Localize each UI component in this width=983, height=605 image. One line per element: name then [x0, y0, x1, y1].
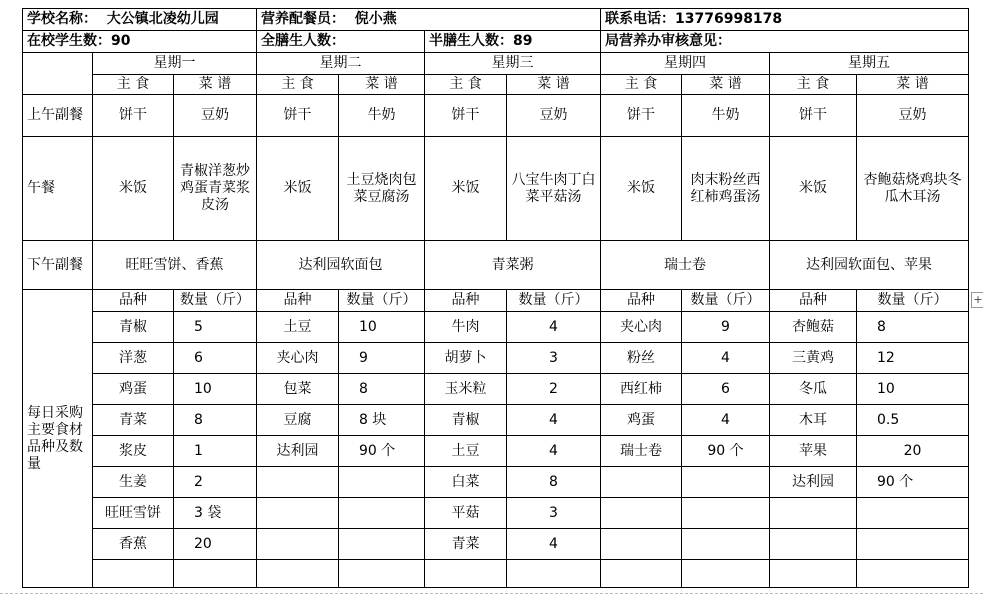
- item-kind: 青菜: [93, 405, 174, 436]
- page-guide-line: [0, 593, 983, 605]
- item-kind: [601, 529, 682, 560]
- item-qty: 90 个: [682, 436, 770, 467]
- half-meal-cell: [425, 31, 601, 53]
- day-thu: 星期四: [601, 53, 770, 75]
- item-kind: 胡萝卜: [425, 343, 507, 374]
- item-qty: 20: [174, 529, 257, 560]
- item-kind: 平菇: [425, 498, 507, 529]
- staple-header: 主 食: [93, 75, 174, 95]
- item-qty: 4: [507, 312, 601, 343]
- school-cell: [23, 9, 257, 31]
- item-qty: [339, 467, 425, 498]
- item-kind: 牛肉: [425, 312, 507, 343]
- qty-header: 数量（斤）: [857, 290, 969, 312]
- day-tue: 星期二: [257, 53, 425, 75]
- item-kind: 包菜: [257, 374, 339, 405]
- lunch-staple: 米饭: [601, 137, 682, 241]
- item-qty: 90 个: [339, 436, 425, 467]
- item-kind: [257, 560, 339, 588]
- item-kind: [257, 529, 339, 560]
- day-wed: 星期三: [425, 53, 601, 75]
- item-qty: 8: [857, 312, 969, 343]
- item-qty: 10: [339, 312, 425, 343]
- corner-cell: [23, 53, 93, 95]
- item-qty: 4: [507, 436, 601, 467]
- nutrition-label: 营养配餐员：: [261, 11, 345, 27]
- lunch-staple: 米饭: [425, 137, 507, 241]
- item-kind: [770, 498, 857, 529]
- item-qty: 5: [174, 312, 257, 343]
- nutrition-name: 倪小燕: [354, 11, 397, 27]
- lunch-menu: 杏鲍菇烧鸡块冬瓜木耳汤: [857, 137, 969, 241]
- phone-cell: [601, 9, 969, 31]
- item-qty: [682, 529, 770, 560]
- menu-header: 菜 谱: [339, 75, 425, 95]
- qty-header: 数量（斤）: [682, 290, 770, 312]
- table-add-handle-icon[interactable]: +: [971, 292, 983, 308]
- purchase-row: [23, 560, 969, 588]
- bureau-cell: [601, 31, 969, 53]
- morning-staple: 饼干: [770, 95, 857, 137]
- menu-header: 菜 谱: [174, 75, 257, 95]
- afternoon-label: 下午副餐: [23, 241, 93, 290]
- morning-menu: 牛奶: [339, 95, 425, 137]
- qty-header: 数量（斤）: [339, 290, 425, 312]
- item-qty: 4: [682, 343, 770, 374]
- school-name: 大公镇北凌幼儿园: [106, 11, 219, 27]
- item-kind: 粉丝: [601, 343, 682, 374]
- item-qty: [174, 560, 257, 588]
- lunch-menu: 肉末粉丝西红柿鸡蛋汤: [682, 137, 770, 241]
- qty-header: 数量（斤）: [174, 290, 257, 312]
- purchase-row: [23, 498, 969, 529]
- item-kind: 生姜: [93, 467, 174, 498]
- item-kind: [425, 560, 507, 588]
- item-qty: 2: [507, 374, 601, 405]
- item-kind: [601, 498, 682, 529]
- item-qty: 9: [339, 343, 425, 374]
- day-mon: 星期一: [93, 53, 257, 75]
- menu-header: 菜 谱: [682, 75, 770, 95]
- item-kind: 木耳: [770, 405, 857, 436]
- item-kind: 冬瓜: [770, 374, 857, 405]
- item-qty: 10: [857, 374, 969, 405]
- menu-header: 菜 谱: [857, 75, 969, 95]
- lunch-staple: 米饭: [257, 137, 339, 241]
- item-qty: [682, 498, 770, 529]
- purchase-row: [23, 343, 969, 374]
- lunch-menu: 八宝牛肉丁白菜平菇汤: [507, 137, 601, 241]
- kind-header: 品种: [93, 290, 174, 312]
- purchase-row: [23, 312, 969, 343]
- half-meal-label: 半膳生人数：: [429, 33, 513, 49]
- lunch-staple: 米饭: [93, 137, 174, 241]
- day-fri: 星期五: [770, 53, 969, 75]
- kind-header: 品种: [257, 290, 339, 312]
- purchase-row: [23, 467, 969, 498]
- item-kind: 青椒: [425, 405, 507, 436]
- item-qty: [857, 560, 969, 588]
- item-qty: 0.5: [857, 405, 969, 436]
- item-qty: 2: [174, 467, 257, 498]
- item-kind: 洋葱: [93, 343, 174, 374]
- item-kind: [601, 560, 682, 588]
- morning-staple: 饼干: [601, 95, 682, 137]
- purchase-header-row: [23, 290, 969, 312]
- item-kind: 杏鲍菇: [770, 312, 857, 343]
- half-meal-value: 89: [513, 33, 533, 49]
- purchase-row: [23, 374, 969, 405]
- item-qty: 4: [507, 529, 601, 560]
- header-row-1: [23, 9, 969, 31]
- item-kind: 夹心肉: [601, 312, 682, 343]
- item-kind: [601, 467, 682, 498]
- item-kind: 鸡蛋: [601, 405, 682, 436]
- item-kind: 苹果: [770, 436, 857, 467]
- item-qty: 6: [174, 343, 257, 374]
- item-qty: 3: [507, 343, 601, 374]
- afternoon-item-thu: 瑞士卷: [601, 241, 770, 290]
- item-kind: 瑞士卷: [601, 436, 682, 467]
- item-qty: 90 个: [857, 467, 969, 498]
- morning-menu: 豆奶: [507, 95, 601, 137]
- item-kind: 土豆: [425, 436, 507, 467]
- item-qty: [339, 498, 425, 529]
- morning-menu: 豆奶: [857, 95, 969, 137]
- item-qty: [682, 467, 770, 498]
- staple-header: 主 食: [601, 75, 682, 95]
- lunch-row: [23, 137, 969, 241]
- item-kind: 西红柿: [601, 374, 682, 405]
- item-kind: 土豆: [257, 312, 339, 343]
- item-qty: 4: [682, 405, 770, 436]
- students-cell: [23, 31, 257, 53]
- item-qty: [339, 560, 425, 588]
- morning-row: [23, 95, 969, 137]
- item-qty: 4: [507, 405, 601, 436]
- item-kind: 夹心肉: [257, 343, 339, 374]
- students-label: 在校学生数：: [27, 33, 111, 49]
- item-qty: [857, 529, 969, 560]
- school-label: 学校名称：: [27, 11, 97, 27]
- afternoon-item-mon: 旺旺雪饼、香蕉: [93, 241, 257, 290]
- item-qty: 8: [174, 405, 257, 436]
- item-qty: 12: [857, 343, 969, 374]
- bureau-label: 局营养办审核意见：: [605, 33, 731, 49]
- purchase-label: 每日采购主要食材品种及数量: [23, 290, 93, 588]
- morning-staple: 饼干: [93, 95, 174, 137]
- item-kind: 三黄鸡: [770, 343, 857, 374]
- afternoon-item-tue: 达利园软面包: [257, 241, 425, 290]
- nutrition-cell: [257, 9, 601, 31]
- lunch-menu: 土豆烧肉包菜豆腐汤: [339, 137, 425, 241]
- item-qty: [507, 560, 601, 588]
- item-kind: 浆皮: [93, 436, 174, 467]
- item-kind: 达利园: [770, 467, 857, 498]
- item-qty: 8: [339, 374, 425, 405]
- morning-staple: 饼干: [257, 95, 339, 137]
- staple-header: 主 食: [257, 75, 339, 95]
- sub-header-row: [23, 75, 969, 95]
- menu-header: 菜 谱: [507, 75, 601, 95]
- full-meal-label: 全膳生人数：: [261, 33, 345, 49]
- afternoon-row: [23, 241, 969, 290]
- lunch-staple: 米饭: [770, 137, 857, 241]
- purchase-row: [23, 436, 969, 467]
- item-kind: 青椒: [93, 312, 174, 343]
- item-qty: 1: [174, 436, 257, 467]
- item-qty: 8: [507, 467, 601, 498]
- morning-staple: 饼干: [425, 95, 507, 137]
- purchase-row: [23, 529, 969, 560]
- header-row-2: [23, 31, 969, 53]
- item-kind: [257, 467, 339, 498]
- item-kind: [770, 560, 857, 588]
- phone-value: 13776998178: [675, 11, 783, 27]
- kind-header: 品种: [770, 290, 857, 312]
- item-qty: 8 块: [339, 405, 425, 436]
- staple-header: 主 食: [425, 75, 507, 95]
- item-qty: [857, 498, 969, 529]
- item-kind: 豆腐: [257, 405, 339, 436]
- qty-header: 数量（斤）: [507, 290, 601, 312]
- afternoon-item-fri: 达利园软面包、苹果: [770, 241, 969, 290]
- purchase-row: [23, 405, 969, 436]
- phone-label: 联系电话：: [605, 11, 675, 27]
- kind-header: 品种: [601, 290, 682, 312]
- staple-header: 主 食: [770, 75, 857, 95]
- morning-menu: 牛奶: [682, 95, 770, 137]
- item-kind: 香蕉: [93, 529, 174, 560]
- kind-header: 品种: [425, 290, 507, 312]
- item-kind: [93, 560, 174, 588]
- morning-menu: 豆奶: [174, 95, 257, 137]
- item-qty: [682, 560, 770, 588]
- item-kind: [257, 498, 339, 529]
- item-qty: 6: [682, 374, 770, 405]
- item-kind: 青菜: [425, 529, 507, 560]
- item-qty: 3: [507, 498, 601, 529]
- item-kind: 鸡蛋: [93, 374, 174, 405]
- item-kind: 达利园: [257, 436, 339, 467]
- item-kind: [770, 529, 857, 560]
- item-qty: 9: [682, 312, 770, 343]
- students-value: 90: [111, 33, 131, 49]
- item-kind: 旺旺雪饼: [93, 498, 174, 529]
- weekly-menu-table: [22, 8, 969, 588]
- day-header-row: [23, 53, 969, 75]
- item-qty: 20: [857, 436, 969, 467]
- lunch-menu: 青椒洋葱炒鸡蛋青菜浆皮汤: [174, 137, 257, 241]
- item-qty: 10: [174, 374, 257, 405]
- item-kind: 白菜: [425, 467, 507, 498]
- item-qty: [339, 529, 425, 560]
- full-meal-cell: [257, 31, 425, 53]
- morning-label: 上午副餐: [23, 95, 93, 137]
- lunch-label: 午餐: [23, 137, 93, 241]
- item-kind: 玉米粒: [425, 374, 507, 405]
- item-qty: 3 袋: [174, 498, 257, 529]
- afternoon-item-wed: 青菜粥: [425, 241, 601, 290]
